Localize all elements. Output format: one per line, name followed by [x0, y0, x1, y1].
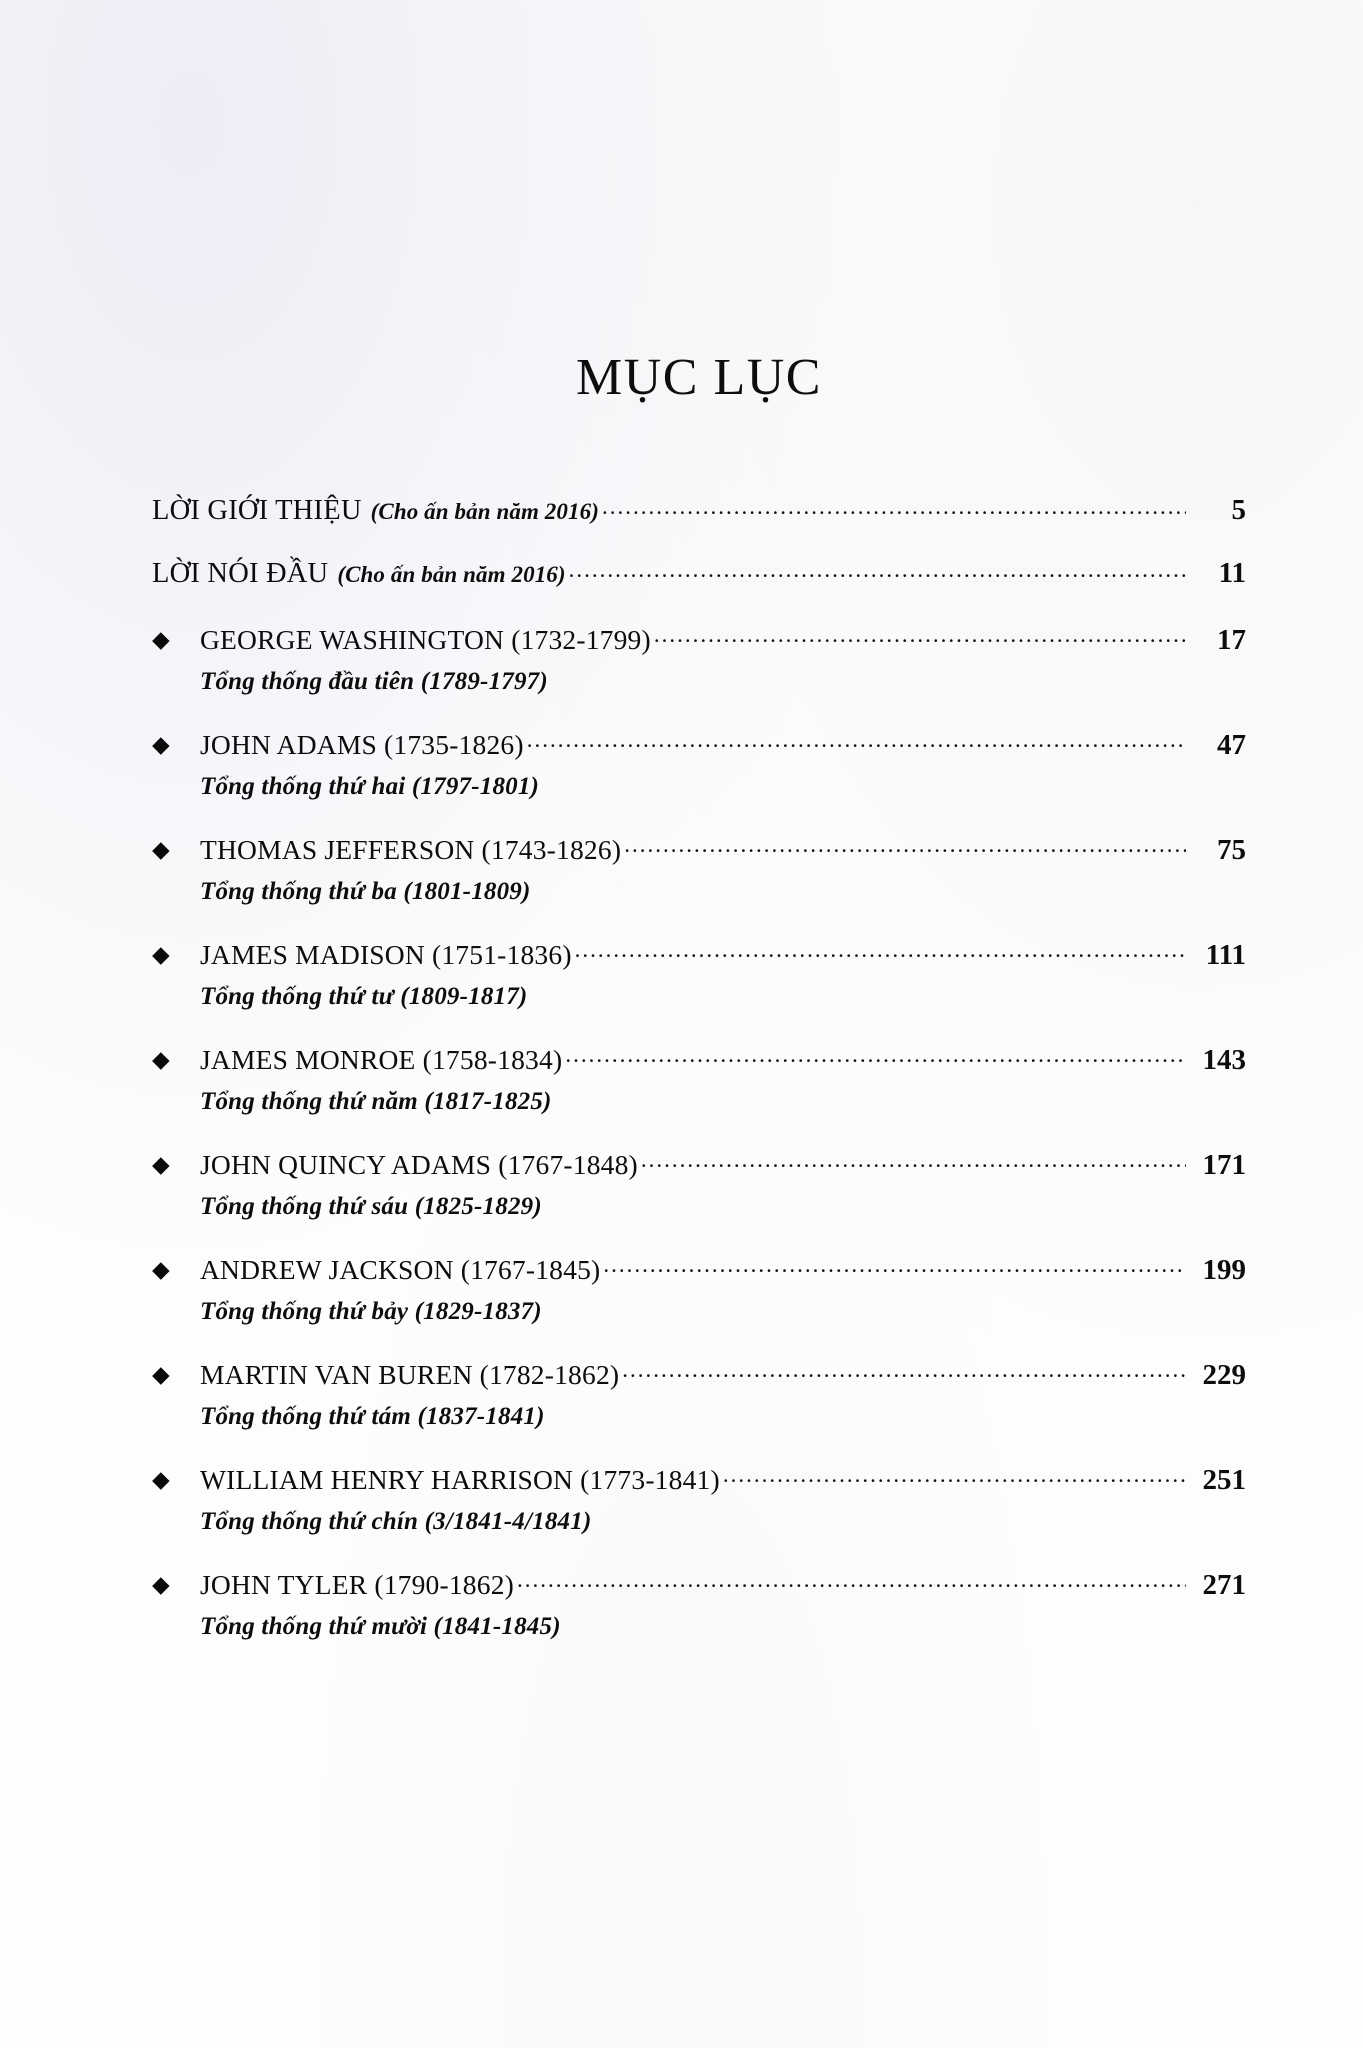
diamond-bullet-icon: ◆ [152, 1467, 170, 1492]
toc-entry-name: JOHN ADAMS (1735-1826) [200, 729, 524, 760]
toc-entry-name: MARTIN VAN BUREN (1782-1862) [200, 1359, 620, 1390]
front-matter-list [152, 490, 1246, 588]
toc-entry-subtitle: Tổng thống thứ tám (1837-1841) [200, 1403, 545, 1430]
front-matter-note: (Cho ấn bản năm 2016) [337, 561, 566, 587]
toc-entry-main [152, 1254, 1246, 1287]
toc-entry-subtitle: Tổng thống thứ sáu (1825-1829) [200, 1193, 542, 1220]
leader-dots [641, 1158, 1186, 1174]
toc-entry-main [152, 1149, 1246, 1182]
toc-entry-subtitle: Tổng thống thứ bảy (1829-1837) [200, 1298, 542, 1325]
page-number: 11 [1218, 556, 1246, 589]
toc-entry-name: JAMES MONROE (1758-1834) [200, 1044, 563, 1075]
page-number: 171 [1202, 1149, 1246, 1181]
front-matter-row[interactable] [152, 553, 1246, 588]
toc-entry[interactable] [152, 1464, 1246, 1536]
toc-entry[interactable] [152, 939, 1246, 1011]
toc-entry-name: GEORGE WASHINGTON (1732-1799) [200, 624, 651, 655]
toc-entry-name: ANDREW JACKSON (1767-1845) [200, 1254, 601, 1285]
diamond-bullet-icon: ◆ [152, 1572, 170, 1597]
leader-dots [569, 553, 1186, 582]
toc-entry-main [152, 1044, 1246, 1077]
toc-entry-subtitle: Tổng thống thứ hai (1797-1801) [200, 773, 540, 800]
toc-entry-name: JOHN TYLER (1790-1862) [200, 1569, 515, 1600]
toc-entry[interactable] [152, 1569, 1246, 1641]
toc-entry-main [152, 834, 1246, 867]
leader-dots [517, 1578, 1186, 1594]
page-number: 251 [1202, 1464, 1246, 1496]
toc-entry-main [152, 1569, 1246, 1602]
toc-entry[interactable] [152, 1044, 1246, 1116]
toc-entry[interactable] [152, 1359, 1246, 1431]
front-matter-row[interactable] [152, 490, 1246, 525]
toc-entry-main [152, 624, 1246, 657]
leader-dots [622, 1368, 1186, 1384]
page-title: MỤC LỤC [576, 349, 822, 406]
leader-dots [527, 738, 1186, 754]
toc-entry-main [152, 729, 1246, 762]
toc-entry-subtitle: Tổng thống thứ mười (1841-1845) [200, 1613, 561, 1640]
toc-entry-subtitle: Tổng thống thứ chín (3/1841-4/1841) [200, 1508, 592, 1535]
toc-entry-subtitle: Tổng thống thứ năm (1817-1825) [200, 1088, 552, 1115]
page-number: 229 [1202, 1359, 1246, 1391]
front-matter-label: LỜI GIỚI THIỆU [152, 494, 362, 526]
toc-entry-subtitle: Tổng thống thứ ba (1801-1809) [200, 878, 531, 905]
toc-entry-name: JAMES MADISON (1751-1836) [200, 939, 572, 970]
diamond-bullet-icon: ◆ [152, 1362, 170, 1387]
page-number: 111 [1205, 939, 1246, 971]
leader-dots [575, 948, 1186, 964]
page-number: 143 [1202, 1044, 1246, 1076]
page-number: 75 [1217, 834, 1246, 866]
diamond-bullet-icon: ◆ [152, 1257, 170, 1282]
toc-entry-name: WILLIAM HENRY HARRISON (1773-1841) [200, 1464, 720, 1495]
toc-entry[interactable] [152, 834, 1246, 906]
diamond-bullet-icon: ◆ [152, 732, 170, 757]
diamond-bullet-icon: ◆ [152, 1047, 170, 1072]
page-number: 5 [1231, 493, 1246, 526]
front-matter-note: (Cho ấn bản năm 2016) [370, 498, 599, 524]
page-number: 17 [1217, 624, 1246, 656]
toc-entry-main [152, 1464, 1246, 1497]
leader-dots [565, 1053, 1186, 1069]
leader-dots [603, 1263, 1186, 1279]
toc-entry[interactable] [152, 729, 1246, 801]
diamond-bullet-icon: ◆ [152, 1152, 170, 1177]
toc-entry-subtitle: Tổng thống thứ tư (1809-1817) [200, 983, 528, 1010]
leader-dots [602, 490, 1186, 519]
toc-entry-list [152, 624, 1246, 1641]
toc-entry-main [152, 1359, 1246, 1392]
leader-dots [723, 1473, 1186, 1489]
page-number: 47 [1217, 729, 1246, 761]
page-number: 199 [1202, 1254, 1246, 1286]
leader-dots [654, 633, 1186, 649]
toc-entry-name: THOMAS JEFFERSON (1743-1826) [200, 834, 622, 865]
page-number: 271 [1202, 1569, 1246, 1601]
toc-entry-name: JOHN QUINCY ADAMS (1767-1848) [200, 1149, 638, 1180]
leader-dots [624, 843, 1186, 859]
toc-entry[interactable] [152, 1149, 1246, 1221]
toc-entry[interactable] [152, 624, 1246, 696]
toc-entry-main [152, 939, 1246, 972]
diamond-bullet-icon: ◆ [152, 837, 170, 862]
toc-entry[interactable] [152, 1254, 1246, 1326]
toc-content [152, 0, 1246, 1674]
toc-entry-subtitle: Tổng thống đầu tiên (1789-1797) [200, 668, 548, 695]
diamond-bullet-icon: ◆ [152, 942, 170, 967]
front-matter-label: LỜI NÓI ĐẦU [152, 557, 329, 589]
diamond-bullet-icon: ◆ [152, 627, 170, 652]
